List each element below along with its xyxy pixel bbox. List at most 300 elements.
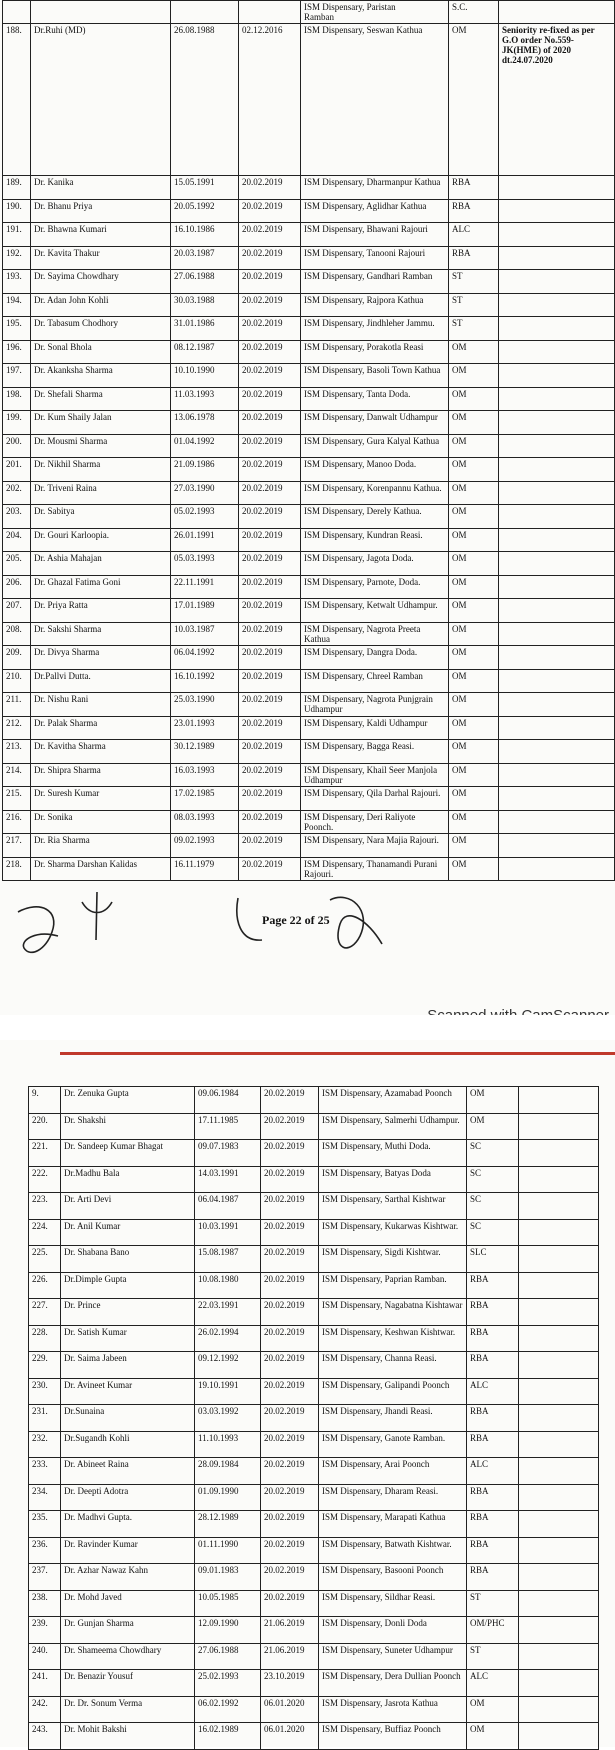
dob-cell: 11.03.1993: [171, 387, 239, 411]
joining-date-cell: 23.10.2019: [261, 1670, 319, 1697]
table-row: [3, 575, 615, 599]
table-row: [3, 246, 615, 270]
remark-cell: [499, 505, 615, 529]
name-cell: Dr. Sharma Darshan Kalidas: [31, 857, 171, 881]
joining-date-cell: 20.02.2019: [261, 1458, 319, 1485]
category-cell: ST: [449, 270, 499, 294]
serial-number-cell: 216.: [3, 810, 31, 834]
seniority-table-page-1: [2, 0, 615, 881]
remark-cell: [499, 411, 615, 435]
name-cell: Dr. Kavita Thakur: [31, 246, 171, 270]
dob-cell: 17.01.1989: [171, 599, 239, 623]
name-cell: Dr. Deepti Adotra: [61, 1484, 195, 1511]
dob-cell: 06.04.1987: [195, 1193, 261, 1220]
table-row: [29, 1431, 599, 1458]
name-cell: Dr. Sonika: [31, 810, 171, 834]
dob-cell: 12.09.1990: [195, 1617, 261, 1644]
dob-cell: 01.09.1990: [195, 1484, 261, 1511]
serial-number-cell: 234.: [29, 1484, 61, 1511]
serial-number-cell: 205.: [3, 552, 31, 576]
category-cell: OM: [449, 763, 499, 787]
remark-cell: [519, 1113, 599, 1140]
remark-cell: [519, 1511, 599, 1538]
posting-cell: ISM Dispensary, Tanta Doda.: [301, 387, 449, 411]
category-cell: RBA: [467, 1484, 519, 1511]
remark-cell: [519, 1193, 599, 1220]
remark-cell: [519, 1378, 599, 1405]
serial-number-cell: 215.: [3, 787, 31, 811]
serial-number-cell: 240.: [29, 1643, 61, 1670]
serial-number-cell: 189.: [3, 176, 31, 200]
dob-cell: 10.10.1990: [171, 364, 239, 388]
remark-cell: [499, 317, 615, 341]
category-cell: SC: [467, 1140, 519, 1167]
remark-cell: [499, 763, 615, 787]
serial-number-cell: 238.: [29, 1590, 61, 1617]
serial-number-cell: 188.: [3, 24, 31, 176]
serial-number-cell: 241.: [29, 1670, 61, 1697]
posting-cell: ISM Dispensary, Deri Raliyote Poonch.: [301, 810, 449, 834]
remark-cell: [499, 693, 615, 717]
dob-cell: 27.06.1988: [171, 270, 239, 294]
joining-date-cell: 20.02.2019: [239, 810, 301, 834]
category-cell: OM: [449, 810, 499, 834]
category-cell: SC: [467, 1193, 519, 1220]
table-row: [29, 1166, 599, 1193]
posting-cell: ISM Dispensary, Parnote, Doda.: [301, 575, 449, 599]
joining-date-cell: 20.02.2019: [239, 270, 301, 294]
serial-number-cell: 201.: [3, 458, 31, 482]
page-number: Page 22 of 25: [262, 913, 330, 927]
serial-number-cell: 229.: [29, 1352, 61, 1379]
category-cell: OM: [449, 834, 499, 858]
dob-cell: 10.03.1987: [171, 622, 239, 646]
joining-date-cell: 20.02.2019: [239, 317, 301, 341]
posting-cell: ISM Dispensary, Sigdi Kishtwar.: [319, 1246, 467, 1273]
posting-cell: ISM Dispensary, Channa Reasi.: [319, 1352, 467, 1379]
serial-number-cell: 230.: [29, 1378, 61, 1405]
remark-cell: [499, 552, 615, 576]
name-cell: Dr. Ashia Mahajan: [31, 552, 171, 576]
remark-cell: [499, 599, 615, 623]
joining-date-cell: 20.02.2019: [239, 716, 301, 740]
posting-cell: ISM Dispensary, Thanamandi Purani Rajouri.: [301, 857, 449, 881]
serial-number-cell: 239.: [29, 1617, 61, 1644]
dob-cell: 15.05.1991: [171, 176, 239, 200]
serial-number-cell: 199.: [3, 411, 31, 435]
category-cell: RBA: [449, 176, 499, 200]
partial-cell: [239, 1, 301, 24]
table-row: [3, 622, 615, 646]
name-cell: Dr. Sayima Chowdhary: [31, 270, 171, 294]
remark-cell: [499, 340, 615, 364]
partial-cell-text: S.C.: [452, 2, 468, 12]
category-cell: OM: [449, 458, 499, 482]
table-row: [29, 1325, 599, 1352]
category-cell: OM: [449, 575, 499, 599]
remark-cell: [519, 1617, 599, 1644]
serial-number-cell: 191.: [3, 223, 31, 247]
serial-number-cell: 194.: [3, 293, 31, 317]
posting-cell: ISM Dispensary, Korenpannu Kathua.: [301, 481, 449, 505]
serial-number-cell: 206.: [3, 575, 31, 599]
remark-cell: [499, 434, 615, 458]
joining-date-cell: 20.02.2019: [261, 1113, 319, 1140]
name-cell: Dr. Tabasum Chodhory: [31, 317, 171, 341]
dob-cell: 09.02.1993: [171, 834, 239, 858]
table-row: [3, 787, 615, 811]
dob-cell: 14.03.1991: [195, 1166, 261, 1193]
name-cell: Dr. Akanksha Sharma: [31, 364, 171, 388]
posting-cell: ISM Dispensary, Arai Poonch: [319, 1458, 467, 1485]
partial-cell: [301, 1, 449, 24]
dob-cell: 06.02.1992: [195, 1696, 261, 1723]
joining-date-cell: 20.02.2019: [239, 669, 301, 693]
serial-number-cell: 235.: [29, 1511, 61, 1538]
joining-date-cell: 20.02.2019: [239, 434, 301, 458]
category-cell: RBA: [467, 1511, 519, 1538]
posting-cell: ISM Dispensary, Seswan Kathua: [301, 24, 449, 176]
serial-number-cell: 195.: [3, 317, 31, 341]
remark-cell: [519, 1643, 599, 1670]
category-cell: OM: [449, 434, 499, 458]
serial-number-cell: 231.: [29, 1405, 61, 1432]
table-row: [3, 646, 615, 670]
partial-cell: [31, 1, 171, 24]
name-cell: Dr. Shakshi: [61, 1113, 195, 1140]
category-cell: RBA: [467, 1299, 519, 1326]
dob-cell: 23.01.1993: [171, 716, 239, 740]
serial-number-cell: 236.: [29, 1537, 61, 1564]
joining-date-cell: 20.02.2019: [239, 857, 301, 881]
remark-cell: [519, 1458, 599, 1485]
joining-date-cell: 20.02.2019: [239, 387, 301, 411]
serial-number-cell: 203.: [3, 505, 31, 529]
joining-date-cell: 06.01.2020: [261, 1723, 319, 1750]
joining-date-cell: 20.02.2019: [239, 599, 301, 623]
name-cell: Dr.Pallvi Dutta.: [31, 669, 171, 693]
dob-cell: 20.05.1992: [171, 199, 239, 223]
name-cell: Dr. Satish Kumar: [61, 1325, 195, 1352]
table-row: [29, 1193, 599, 1220]
dob-cell: 22.11.1991: [171, 575, 239, 599]
serial-number-cell: 222.: [29, 1166, 61, 1193]
name-cell: Dr. Sandeep Kumar Bhagat: [61, 1140, 195, 1167]
serial-number-cell: 218.: [3, 857, 31, 881]
joining-date-cell: 20.02.2019: [261, 1405, 319, 1432]
posting-cell: ISM Dispensary, Dharam Reasi.: [319, 1484, 467, 1511]
name-cell: Dr. Palak Sharma: [31, 716, 171, 740]
name-cell: Dr. Kanika: [31, 176, 171, 200]
table-row: [3, 434, 615, 458]
joining-date-cell: 20.02.2019: [239, 176, 301, 200]
remark-cell: [519, 1246, 599, 1273]
joining-date-cell: 20.02.2019: [239, 364, 301, 388]
posting-cell: ISM Dispensary, Bagga Reasi.: [301, 740, 449, 764]
serial-number-cell: 207.: [3, 599, 31, 623]
category-cell: RBA: [449, 199, 499, 223]
name-cell: Dr. Shipra Sharma: [31, 763, 171, 787]
name-cell: Dr. Ghazal Fatima Goni: [31, 575, 171, 599]
remark-cell: [499, 246, 615, 270]
joining-date-cell: 21.06.2019: [261, 1643, 319, 1670]
dob-cell: 03.03.1992: [195, 1405, 261, 1432]
name-cell: Dr. Azhar Nawaz Kahn: [61, 1564, 195, 1591]
table-row: [29, 1511, 599, 1538]
joining-date-cell: 20.02.2019: [261, 1564, 319, 1591]
joining-date-cell: 20.02.2019: [239, 646, 301, 670]
dob-cell: 25.02.1993: [195, 1670, 261, 1697]
posting-cell: ISM Dispensary, Paprian Ramban.: [319, 1272, 467, 1299]
partial-cell: [3, 1, 31, 24]
category-cell: OM: [449, 787, 499, 811]
category-cell: SLC: [467, 1246, 519, 1273]
category-cell: RBA: [467, 1431, 519, 1458]
dob-cell: 22.03.1991: [195, 1299, 261, 1326]
serial-number-cell: 204.: [3, 528, 31, 552]
name-cell: Dr. Shefali Sharma: [31, 387, 171, 411]
joining-date-cell: 20.02.2019: [239, 340, 301, 364]
joining-date-cell: 20.02.2019: [261, 1087, 319, 1114]
posting-cell: ISM Dispensary, Jasrota Kathua: [319, 1696, 467, 1723]
joining-date-cell: 20.02.2019: [239, 834, 301, 858]
name-cell: Dr. Anil Kumar: [61, 1219, 195, 1246]
remark-cell: [519, 1696, 599, 1723]
dob-cell: 08.03.1993: [171, 810, 239, 834]
serial-number-cell: 243.: [29, 1723, 61, 1750]
serial-number-cell: 227.: [29, 1299, 61, 1326]
name-cell: Dr. Bhawna Kumari: [31, 223, 171, 247]
dob-cell: 28.12.1989: [195, 1511, 261, 1538]
dob-cell: 10.05.1985: [195, 1590, 261, 1617]
dob-cell: 08.12.1987: [171, 340, 239, 364]
posting-cell: ISM Dispensary, Manoo Doda.: [301, 458, 449, 482]
table-row: [29, 1246, 599, 1273]
dob-cell: 19.10.1991: [195, 1378, 261, 1405]
category-cell: OM: [449, 716, 499, 740]
remark-cell: [499, 810, 615, 834]
dob-cell: 09.06.1984: [195, 1087, 261, 1114]
joining-date-cell: 20.02.2019: [239, 528, 301, 552]
dob-cell: 17.11.1985: [195, 1113, 261, 1140]
dob-cell: 09.07.1983: [195, 1140, 261, 1167]
table-row: [29, 1458, 599, 1485]
category-cell: OM: [467, 1113, 519, 1140]
remark-cell: Seniority re-fixed as per G.O order No.559-JK(HME) of 2020 dt.24.07.2020: [499, 24, 615, 176]
table-row: [3, 481, 615, 505]
document-page-2: [0, 1040, 615, 1747]
posting-cell: ISM Dispensary, Kukarwas Kishtwar.: [319, 1219, 467, 1246]
joining-date-cell: 20.02.2019: [239, 505, 301, 529]
name-cell: Dr. Mohit Bakshi: [61, 1723, 195, 1750]
dob-cell: 06.04.1992: [171, 646, 239, 670]
posting-cell: ISM Dispensary, Sarthal Kishtwar: [319, 1193, 467, 1220]
joining-date-cell: 20.02.2019: [261, 1378, 319, 1405]
joining-date-cell: 20.02.2019: [239, 411, 301, 435]
dob-cell: 31.01.1986: [171, 317, 239, 341]
category-cell: OM: [449, 622, 499, 646]
table-row: [29, 1590, 599, 1617]
remark-cell: [499, 834, 615, 858]
dob-cell: 26.02.1994: [195, 1325, 261, 1352]
table-row: [29, 1087, 599, 1114]
category-cell: OM: [467, 1087, 519, 1114]
table-row: [29, 1537, 599, 1564]
joining-date-cell: 06.01.2020: [261, 1696, 319, 1723]
posting-cell: ISM Dispensary, Kaldi Udhampur: [301, 716, 449, 740]
category-cell: OM: [449, 669, 499, 693]
partial-cell: [171, 1, 239, 24]
name-cell: Dr. Mohd Javed: [61, 1590, 195, 1617]
table-row: [3, 387, 615, 411]
table-row: [3, 24, 615, 176]
remark-cell: [499, 270, 615, 294]
category-cell: RBA: [467, 1564, 519, 1591]
dob-cell: 11.10.1993: [195, 1431, 261, 1458]
remark-cell: [519, 1166, 599, 1193]
table-row: [3, 199, 615, 223]
remark-cell: [499, 787, 615, 811]
table-row: [3, 458, 615, 482]
table-row: [3, 740, 615, 764]
name-cell: Dr. Shameema Chowdhary: [61, 1643, 195, 1670]
name-cell: Dr.Madhu Bala: [61, 1166, 195, 1193]
signature-scribbles: [0, 880, 615, 990]
remark-cell: [519, 1140, 599, 1167]
table-row: [3, 669, 615, 693]
joining-date-cell: 20.02.2019: [239, 552, 301, 576]
name-cell: Dr. Kavitha Sharma: [31, 740, 171, 764]
posting-cell: ISM Dispensary, Khail Seer Manjola Udhampur: [301, 763, 449, 787]
dob-cell: 26.01.1991: [171, 528, 239, 552]
dob-cell: 09.01.1983: [195, 1564, 261, 1591]
joining-date-cell: 20.02.2019: [239, 693, 301, 717]
serial-number-cell: 202.: [3, 481, 31, 505]
posting-cell: ISM Dispensary, Dangra Doda.: [301, 646, 449, 670]
red-header-line: [60, 1052, 615, 1055]
joining-date-cell: 20.02.2019: [239, 481, 301, 505]
remark-cell: [499, 646, 615, 670]
table-row: [3, 716, 615, 740]
category-cell: OM: [449, 740, 499, 764]
joining-date-cell: 20.02.2019: [261, 1431, 319, 1458]
serial-number-cell: 208.: [3, 622, 31, 646]
name-cell: Dr. Gunjan Sharma: [61, 1617, 195, 1644]
table-row: [3, 270, 615, 294]
name-cell: Dr. Saima Jabeen: [61, 1352, 195, 1379]
posting-cell: ISM Dispensary, Muthi Doda.: [319, 1140, 467, 1167]
posting-cell: ISM Dispensary, Batyas Doda: [319, 1166, 467, 1193]
category-cell: OM: [449, 481, 499, 505]
table-row: [3, 693, 615, 717]
remark-cell: [519, 1219, 599, 1246]
posting-cell: ISM Dispensary, Bhawani Rajouri: [301, 223, 449, 247]
serial-number-cell: 210.: [3, 669, 31, 693]
serial-number-cell: 223.: [29, 1193, 61, 1220]
category-cell: OM: [449, 505, 499, 529]
table-row: [29, 1272, 599, 1299]
remark-cell: [499, 387, 615, 411]
category-cell: RBA: [467, 1352, 519, 1379]
posting-cell: ISM Dispensary, Galipandi Poonch: [319, 1378, 467, 1405]
seniority-table-page-2: [28, 1086, 599, 1750]
joining-date-cell: 20.02.2019: [239, 199, 301, 223]
serial-number-cell: 190.: [3, 199, 31, 223]
posting-cell: ISM Dispensary, Azamabad Poonch: [319, 1087, 467, 1114]
category-cell: OM: [467, 1723, 519, 1750]
remark-cell: [519, 1564, 599, 1591]
joining-date-cell: 20.02.2019: [239, 293, 301, 317]
serial-number-cell: 214.: [3, 763, 31, 787]
dob-cell: 30.12.1989: [171, 740, 239, 764]
dob-cell: 05.02.1993: [171, 505, 239, 529]
joining-date-cell: 20.02.2019: [261, 1299, 319, 1326]
joining-date-cell: 20.02.2019: [261, 1140, 319, 1167]
serial-number-cell: 221.: [29, 1140, 61, 1167]
remark-cell: [519, 1299, 599, 1326]
name-cell: Dr. Adan John Kohli: [31, 293, 171, 317]
name-cell: Dr.Ruhi (MD): [31, 24, 171, 176]
table-row: [29, 1617, 599, 1644]
category-cell: OM: [449, 411, 499, 435]
serial-number-cell: 211.: [3, 693, 31, 717]
remark-cell: [499, 575, 615, 599]
joining-date-cell: 20.02.2019: [239, 575, 301, 599]
table-row: [3, 364, 615, 388]
joining-date-cell: 20.02.2019: [239, 458, 301, 482]
category-cell: OM: [449, 857, 499, 881]
remark-cell: [519, 1537, 599, 1564]
posting-cell: ISM Dispensary, Basoli Town Kathua: [301, 364, 449, 388]
name-cell: Dr.Sugandh Kohli: [61, 1431, 195, 1458]
serial-number-cell: 232.: [29, 1431, 61, 1458]
category-cell: OM: [449, 646, 499, 670]
name-cell: Dr. Priya Ratta: [31, 599, 171, 623]
dob-cell: 01.11.1990: [195, 1537, 261, 1564]
table-row: [29, 1378, 599, 1405]
category-cell: OM: [449, 599, 499, 623]
posting-cell: ISM Dispensary, Tanooni Rajouri: [301, 246, 449, 270]
posting-cell: ISM Dispensary, Nara Majia Rajouri.: [301, 834, 449, 858]
dob-cell: 16.11.1979: [171, 857, 239, 881]
posting-cell: ISM Dispensary, Buffiaz Poonch: [319, 1723, 467, 1750]
joining-date-cell: 20.02.2019: [239, 787, 301, 811]
serial-number-cell: 209.: [3, 646, 31, 670]
table-row: [3, 810, 615, 834]
table-row: [3, 552, 615, 576]
name-cell: Dr. Shabana Bano: [61, 1246, 195, 1273]
posting-cell: ISM Dispensary, Jagota Doda.: [301, 552, 449, 576]
posting-cell: ISM Dispensary, Ketwalt Udhampur.: [301, 599, 449, 623]
remark-cell: [519, 1670, 599, 1697]
category-cell: OM: [449, 24, 499, 176]
dob-cell: 16.03.1993: [171, 763, 239, 787]
remark-cell: [499, 176, 615, 200]
dob-cell: 05.03.1993: [171, 552, 239, 576]
posting-cell: ISM Dispensary, Suneter Udhampur: [319, 1643, 467, 1670]
category-cell: RBA: [449, 246, 499, 270]
remark-cell: [499, 622, 615, 646]
posting-cell: ISM Dispensary, Qila Darhal Rajouri.: [301, 787, 449, 811]
serial-number-cell: 237.: [29, 1564, 61, 1591]
joining-date-cell: 20.02.2019: [261, 1193, 319, 1220]
table-row-partial: [3, 1, 615, 24]
joining-date-cell: 20.02.2019: [261, 1166, 319, 1193]
remark-cell: [499, 223, 615, 247]
joining-date-cell: 20.02.2019: [261, 1219, 319, 1246]
table-row: [29, 1723, 599, 1750]
remark-cell: [499, 528, 615, 552]
